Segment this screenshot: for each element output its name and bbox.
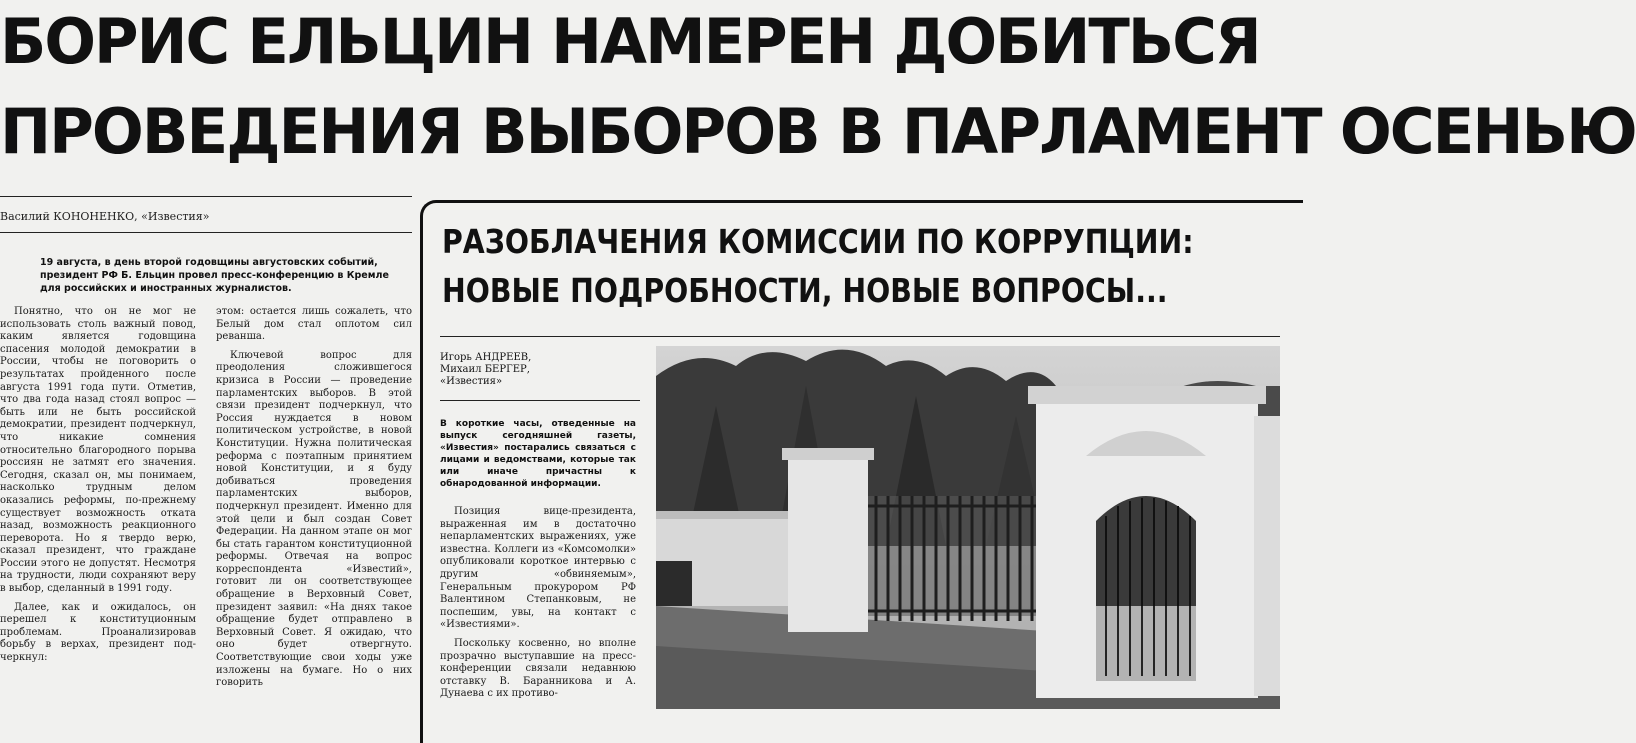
article1-column-1 — [0, 306, 196, 709]
main-headline-line-2: ПРОВЕДЕНИЯ ВЫБОРОВ В ПАРЛАМЕНТ ОСЕНЬЮ — [0, 95, 1636, 168]
paragraph: Далее, как и ожидалось, он перешел к конституционным проблемам. Проанализировав борьбу в верхах, президент под-черкнул: — [0, 601, 196, 664]
main-headline-line-1: БОРИС ЕЛЬЦИН НАМЕРЕН ДОБИТЬСЯ — [0, 5, 1260, 78]
article2-title-rule — [440, 336, 1280, 337]
paragraph: Поскольку косвенно, но вполне прозрачно выступавшие на пресс-конференции связали недавнюю отставку В. Баранникова и А. Дунаева с их противо- — [440, 637, 636, 700]
author-name: Игорь АНДРЕЕВ, — [440, 352, 532, 363]
article2-column-1 — [440, 506, 636, 709]
article2-title-line-2: НОВЫЕ ПОДРОБНОСТИ, НОВЫЕ ВОПРОСЫ... — [442, 271, 1168, 310]
article1-byline: Василий КОНОНЕНКО, «Известия» — [0, 210, 210, 223]
paragraph: Ключевой вопрос для преодоления сложившегося кризиса в России — проведение парламентских выборов. В этой связи президент подчеркнул, что Россия нуждается в новом политическом устройстве, в новой Конституции. Нужна политическая реформа с поэтапным принятием новой Конституции, и я буду добиваться проведения парламентских выборов, подчеркнул президент. Именно для этой цели и был создан Совет Федерации. На данном этапе он мог бы стать гарантом конституционной реформы. Отвечая на вопрос корреспондента «Известий», готовит ли он соответствующее обращение в Верховный Совет, президент заявил: «На днях такое обращение будет отправлено в Верховный Совет. Я ожидаю, что оно будет отвергнуто. Соответствующие свои ходы уже изложены на бумаге. Но о них говорить — [216, 349, 412, 689]
article1-column-2 — [216, 306, 412, 709]
article2-byline-rule — [440, 400, 640, 401]
paragraph: Позиция вице-президента, выраженная им в достаточно непарламентских выражениях, уже известна. Коллеги из «Комсомолки» опубликовали короткое интервью с другим «обвиняемым», Генеральным прокурором РФ Валентином Степанковым, не поспешим, увы, на контакт с «Известиями». — [440, 506, 636, 631]
article-photo-gate — [656, 346, 1280, 709]
headline-rule — [0, 196, 412, 197]
photo-illustration — [656, 346, 1280, 709]
article2-byline — [440, 352, 640, 388]
publication-name: «Известия» — [440, 376, 503, 387]
article1-lead: 19 августа, в день второй годовщины августовских событий, президент РФ Б. Ельцин провел пресс-конференцию в Кремле для российских и иностранных журналистов. — [40, 257, 389, 294]
article2-lead: В короткие часы, отведенные на выпуск сегодняшней газеты, «Известия» постарались связаться с лицами и ведомствами, которые так или иначе причастны к обнародованной информации. — [440, 419, 636, 489]
paragraph: этом: остается лишь сожалеть, что Белый дом стал оплотом сил реванша. — [216, 306, 412, 343]
article2-title-line-1: РАЗОБЛАЧЕНИЯ КОМИССИИ ПО КОРРУПЦИИ: — [442, 222, 1194, 261]
byline-rule — [0, 232, 412, 233]
paragraph: Понятно, что он не мог не использовать столь важный повод, каким является годовщина спасения молодой демократии в России, чтобы не поговорить о результатах пройденного после августа 1991 года пути. Отметив, что два года назад стоял вопрос — быть или не быть российской демократии, президент подчеркнул, что никакие сомнения относительно благородного порыва россиян не затмят его значения. Сегодня, сказал он, мы понимаем, насколько трудным делом оказались реформы, по-прежнему существует возможность отката назад, возможность реакционного переворота. Но я твердо верю, сказал президент, что граждане России этого не допустят. Несмотря на трудности, люди сохраняют веру в выбор, сделанный в 1991 году. — [0, 306, 196, 595]
author-name: Михаил БЕРГЕР, — [440, 364, 530, 375]
